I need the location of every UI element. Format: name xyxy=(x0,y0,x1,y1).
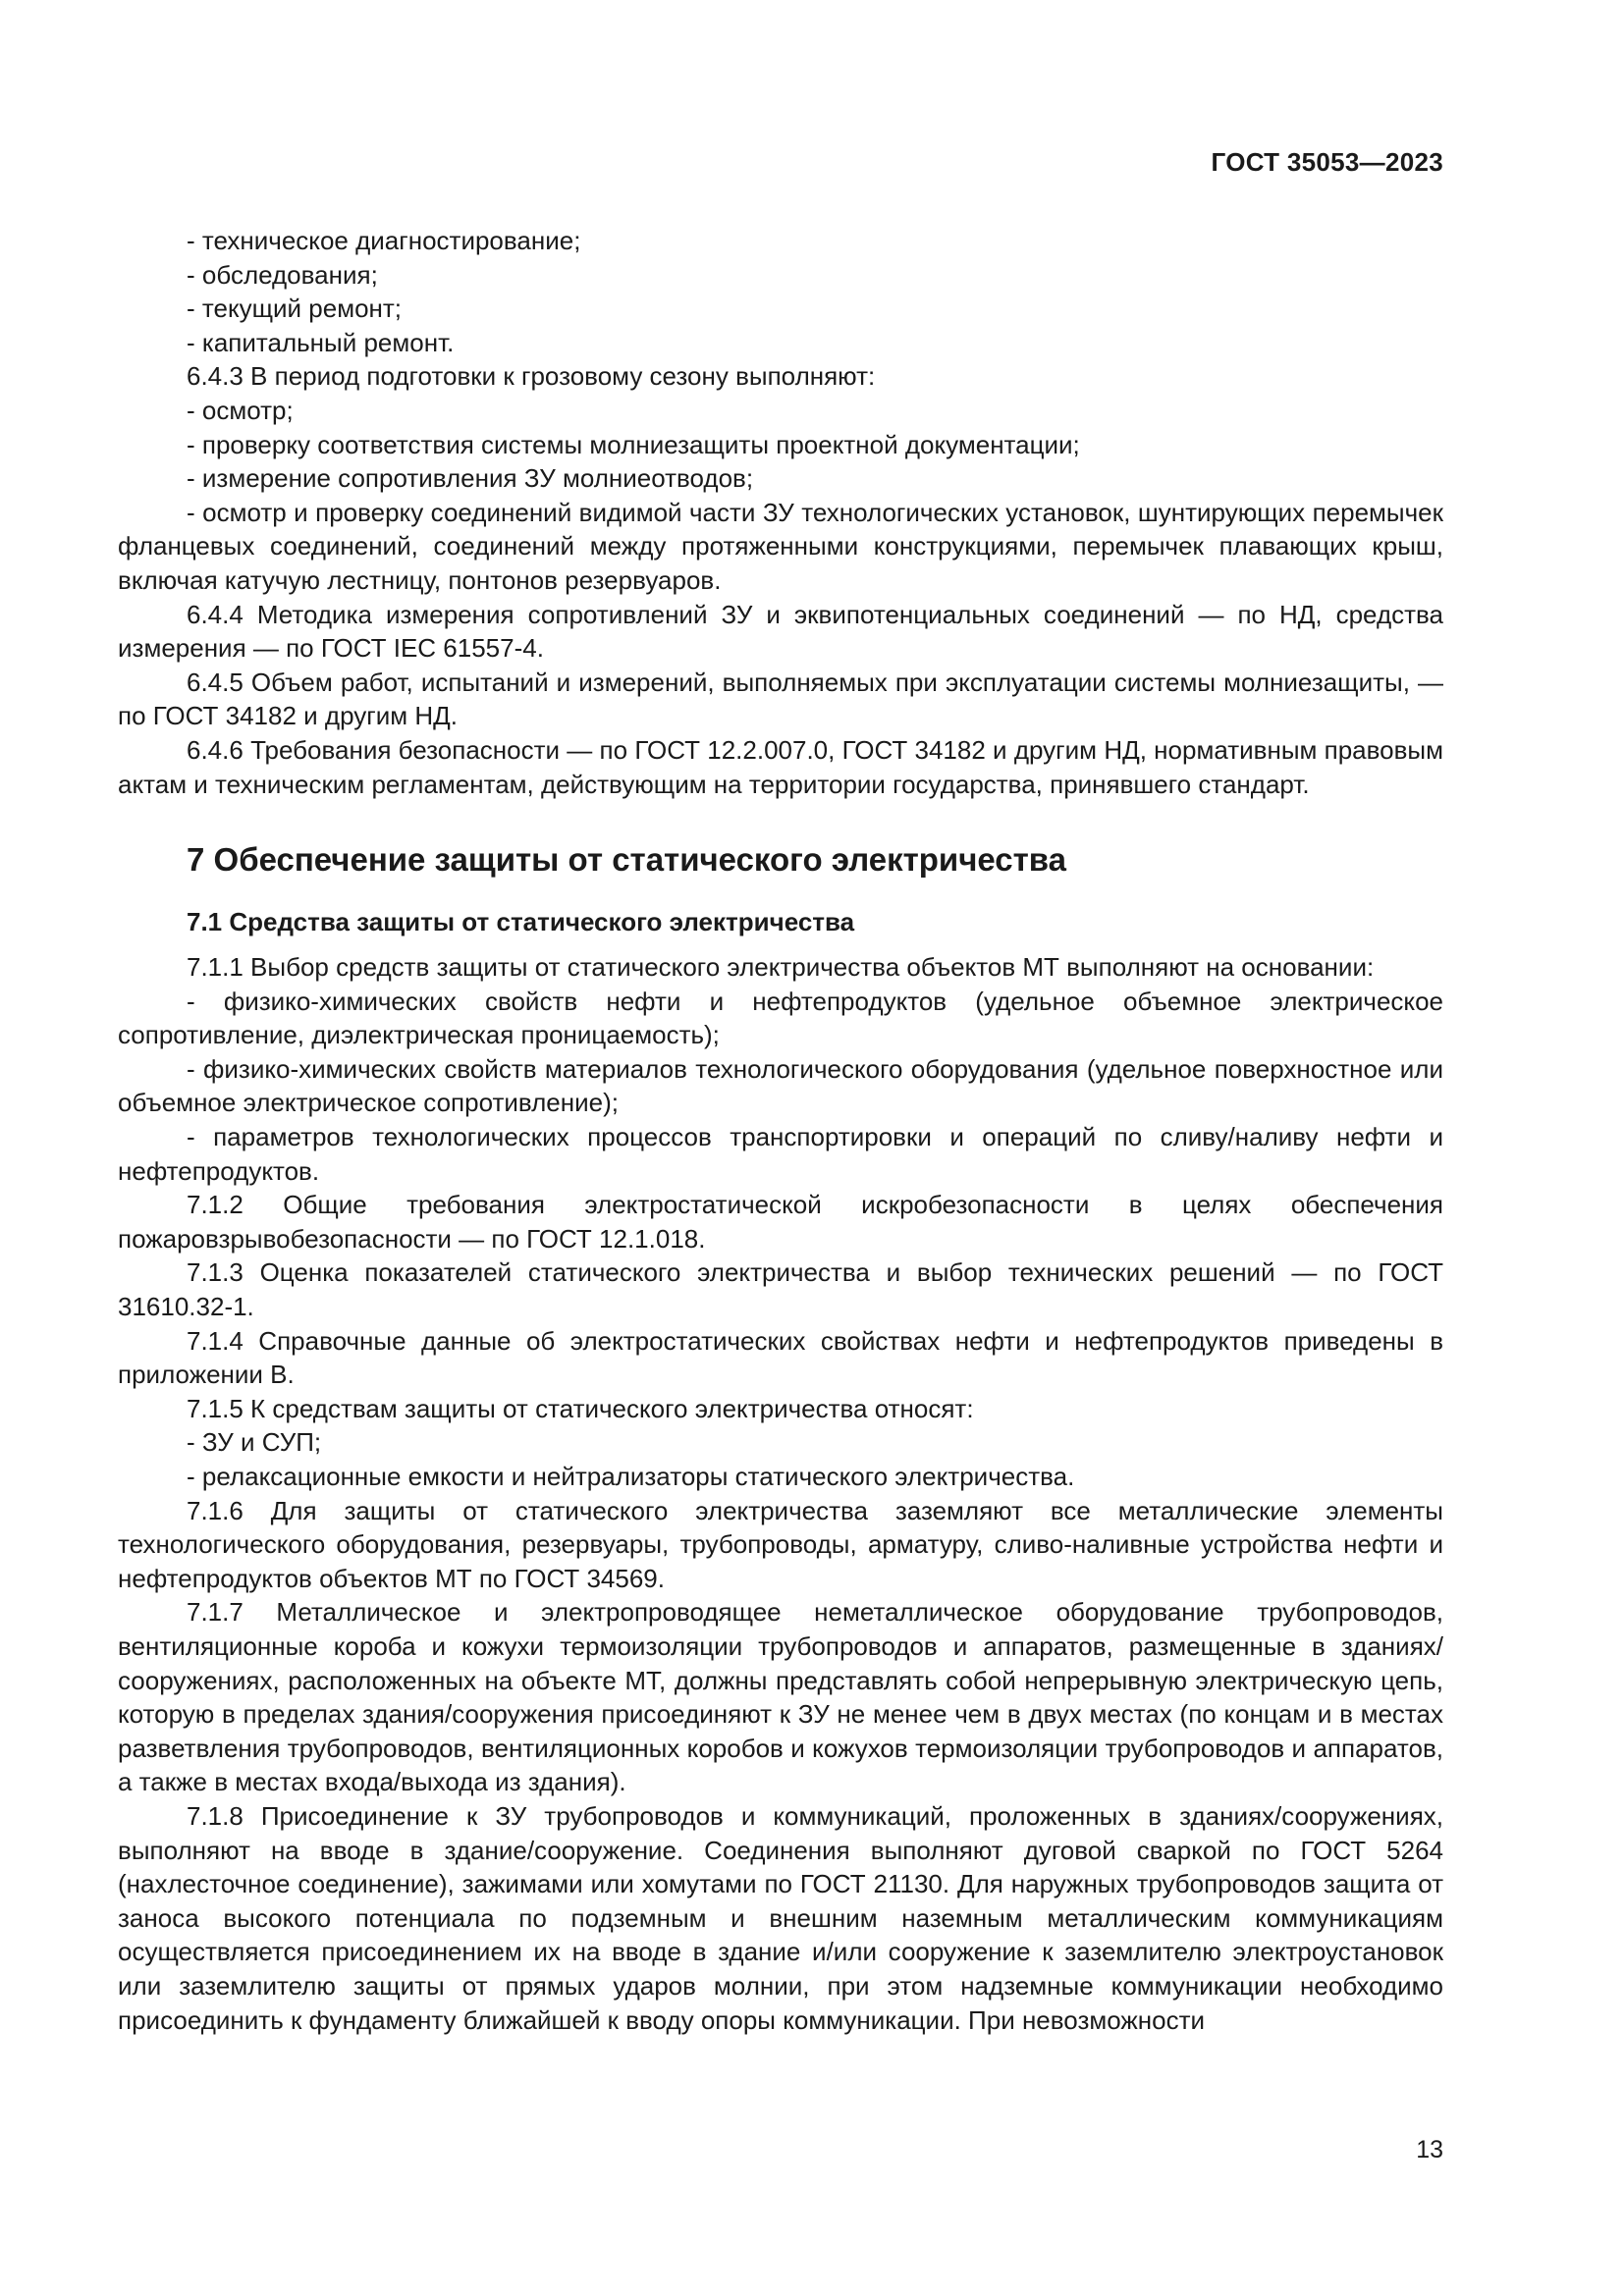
subsection-heading: 7.1 Средства защиты от статического электричества xyxy=(187,907,855,937)
clause-7-1-4: 7.1.4 Справочные данные об электростатических свойствах нефти и нефтепродуктов приведены в приложении В. xyxy=(118,1325,1443,1390)
clause-6-4-3: 6.4.3 В период подготовки к грозовому сезону выполняют: xyxy=(187,361,876,392)
clause-7-1-6: 7.1.6 Для защиты от статического электричества заземляют все металлические элементы технологического оборудования, резервуары, трубопроводы, арматуру, сливо-наливные устройства нефти и нефтепродуктов объектов МТ по ГОСТ 34569. xyxy=(118,1495,1443,1593)
clause-7-1-7: 7.1.7 Металлическое и электропроводящее неметаллическое оборудование трубопроводов, вентиляционные короба и кожухи термоизоляции трубопроводов и аппаратов, размещенные в зданиях/сооружениях, расположенных на объекте МТ, должны представлять собой непрерывную электрическую цепь, которую в пределах здания/сооружения присоединяют к ЗУ не менее чем в двух местах (по концам и в местах разветвления трубопроводов, вентиляционных коробов и кожухов термоизоляции трубопроводов и аппаратов, а также в местах входа/выхода из здания). xyxy=(118,1597,1443,1797)
clause-7-1-2: 7.1.2 Общие требования электростатической искробезопасности в целях обеспечения пожаровзрывобезопасности — по ГОСТ 12.1.018. xyxy=(118,1190,1443,1254)
list-item: - физико-химических свойств материалов технологического оборудования (удельное поверхностное или объемное электрическое сопротивление); xyxy=(118,1053,1443,1118)
list-item: - проверку соответствия системы молниезащиты проектной документации; xyxy=(187,429,1080,459)
clause-7-1-1: 7.1.1 Выбор средств защиты от статического электричества объектов МТ выполняют на основании: xyxy=(187,952,1375,983)
clause-6-4-5: 6.4.5 Объем работ, испытаний и измерений, выполняемых при эксплуатации системы молниезащиты, — по ГОСТ 34182 и другим НД. xyxy=(118,667,1443,731)
list-item: - текущий ремонт; xyxy=(187,294,403,324)
document-body xyxy=(118,224,1443,2037)
list-item: - ЗУ и СУП; xyxy=(187,1427,322,1458)
list-item: - осмотр; xyxy=(187,395,294,425)
list-item: - осмотр и проверку соединений видимой части ЗУ технологических установок, шунтирующих перемычек фланцевых соединений, соединений между протяженными конструкциями, перемычек плавающих крыш, включая катучую лестницу, понтонов резервуаров. xyxy=(118,497,1443,595)
document-header: ГОСТ 35053—2023 xyxy=(1211,147,1443,177)
list-item: - физико-химических свойств нефти и нефтепродуктов (удельное объемное электрическое сопротивление, диэлектрическая проницаемость); xyxy=(118,986,1443,1050)
clause-7-1-5: 7.1.5 К средствам защиты от статического электричества относят: xyxy=(187,1393,974,1423)
list-item: - капитальный ремонт. xyxy=(187,327,455,357)
list-item: - обследования; xyxy=(187,259,378,290)
clause-6-4-6: 6.4.6 Требования безопасности — по ГОСТ 12.2.007.0, ГОСТ 34182 и другим НД, нормативным правовым актам и техническим регламентам, действующим на территории государства, принявшего стандарт. xyxy=(118,734,1443,799)
clause-7-1-8: 7.1.8 Присоединение к ЗУ трубопроводов и коммуникаций, проложенных в зданиях/сооружениях, выполняют на вводе в здание/сооружение. Соединения выполняют дуговой сваркой по ГОСТ 5264 (нахлесточное соединение), зажимами или хомутами по ГОСТ 21130. Для наружных трубопроводов защита от заноса высокого потенциала по подземным и внешним наземным металлическим коммуникациям осуществляется присоединением их на вводе в здание и/или сооружение к заземлителю электроустановок или заземлителю защиты от прямых ударов молнии, при этом надземные коммуникации необходимо присоединить к фундаменту ближайшей к вводу опоры коммуникации. При невозможности xyxy=(118,1800,1443,2035)
page-number: 13 xyxy=(1416,2136,1443,2163)
clause-7-1-3: 7.1.3 Оценка показателей статического электричества и выбор технических решений — по ГОСТ 31610.32-1. xyxy=(118,1257,1443,1322)
list-item: - измерение сопротивления ЗУ молниеотводов; xyxy=(187,463,754,494)
clause-6-4-4: 6.4.4 Методика измерения сопротивлений ЗУ и эквипотенциальных соединений — по НД, средства измерения — по ГОСТ IEC 61557-4. xyxy=(118,599,1443,664)
list-item: - параметров технологических процессов транспортировки и операций по сливу/наливу нефти и нефтепродуктов. xyxy=(118,1122,1443,1186)
section-heading: 7 Обеспечение защиты от статического электричества xyxy=(187,841,1067,879)
list-item: - техническое диагностирование; xyxy=(187,226,581,255)
list-item: - релаксационные емкости и нейтрализаторы статического электричества. xyxy=(187,1462,1075,1491)
